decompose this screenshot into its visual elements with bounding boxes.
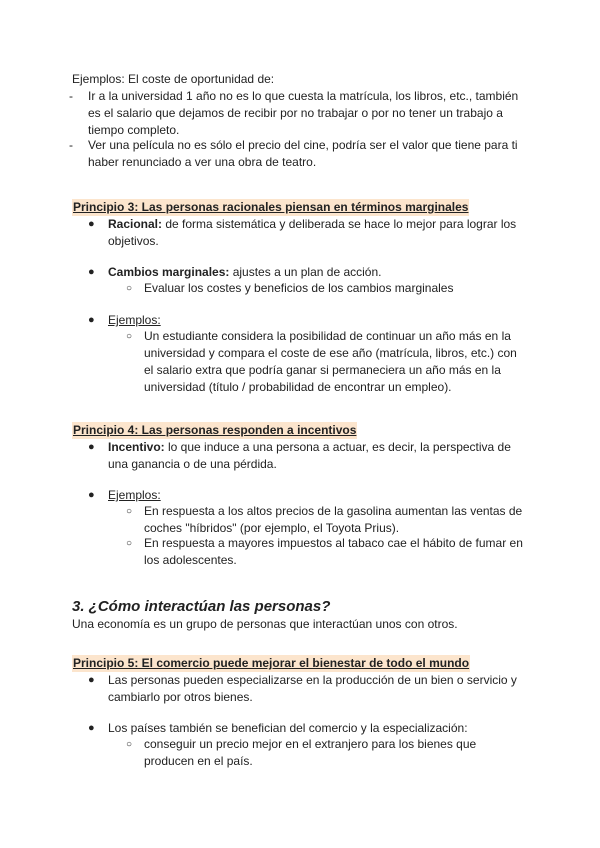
- section-3-title: 3. ¿Cómo interactúan las personas?: [72, 598, 331, 615]
- circle-marker: ○: [126, 283, 133, 294]
- paises-sub-text: conseguir un precio mejor en el extranjero para los bienes que producen en el país.: [144, 737, 477, 768]
- intro-item-text: Ver una película no es sólo el precio del cine, podría ser el valor que tiene para ti haber renunciado a ver una obra de teatro.: [88, 138, 518, 169]
- ejemplos-subitem: [126, 503, 528, 537]
- incentivo-item: [88, 439, 528, 473]
- ejemplos-label: Ejemplos:: [108, 488, 161, 502]
- ejemplos-item: [88, 312, 528, 329]
- racional-item: [88, 216, 528, 250]
- circle-marker: ○: [126, 331, 133, 342]
- principio-3-heading: Principio 3: Las personas racionales piensan en términos marginales: [73, 200, 469, 214]
- paises-subitem: [126, 736, 528, 770]
- paises-text: Los países también se benefician del comercio y la especialización:: [108, 721, 468, 735]
- ejemplos-item: [88, 487, 528, 504]
- cambios-sub-text: Evaluar los costes y beneficios de los cambios marginales: [144, 281, 454, 295]
- intro-label: Ejemplos: El coste de oportunidad de:: [72, 72, 275, 86]
- cambios-text: ajustes a un plan de acción.: [229, 265, 382, 279]
- bullet-marker: ●: [88, 722, 95, 734]
- especializacion-text: Las personas pueden especializarse en la producción de un bien o servicio y cambiarlo por otros bienes.: [108, 673, 517, 704]
- incentivo-text: lo que induce a una persona a actuar, es decir, la perspectiva de una ganancia o de una pérdida.: [108, 440, 511, 471]
- intro-item-text: Ir a la universidad 1 año no es lo que cuesta la matrícula, los libros, etc., también es el salario que dejamos de recibir por no trabajar o por no tener un trabajo a tiempo completo.: [88, 89, 519, 137]
- bullet-marker: ●: [88, 314, 95, 326]
- especializacion-item: [88, 672, 528, 706]
- intro-item-2: [69, 137, 528, 171]
- paises-item: [88, 720, 528, 737]
- ejemplos-sub-text: En respuesta a los altos precios de la gasolina aumentan las ventas de coches "híbridos" (por ejemplo, el Toyota Prius).: [144, 504, 523, 535]
- ejemplos-sub-text: En respuesta a mayores impuestos al tabaco cae el hábito de fumar en los adolescentes.: [144, 536, 523, 567]
- cambios-item: [88, 264, 528, 281]
- circle-marker: ○: [126, 538, 133, 549]
- ejemplos-subitem: [126, 328, 528, 396]
- circle-marker: ○: [126, 739, 133, 750]
- bullet-marker: ●: [88, 218, 95, 230]
- bullet-marker: ●: [88, 674, 95, 686]
- cambios-subitem: [126, 280, 528, 297]
- dash-marker: -: [69, 138, 73, 152]
- ejemplos-label: Ejemplos:: [108, 313, 161, 327]
- cambios-term: Cambios marginales:: [108, 265, 230, 279]
- incentivo-term: Incentivo:: [108, 440, 165, 454]
- ejemplos-subitem: [126, 535, 528, 569]
- bullet-marker: ●: [88, 489, 95, 501]
- circle-marker: ○: [126, 506, 133, 517]
- principio-5-heading: Principio 5: El comercio puede mejorar el bienestar de todo el mundo: [73, 656, 470, 670]
- section-3-description: Una economía es un grupo de personas que interactúan unos con otros.: [72, 617, 458, 631]
- principio-4-heading: Principio 4: Las personas responden a incentivos: [73, 423, 357, 437]
- dash-marker: -: [69, 89, 73, 103]
- intro-item-1: [69, 88, 528, 139]
- bullet-marker: ●: [88, 266, 95, 278]
- racional-text: de forma sistemática y deliberada se hace lo mejor para lograr los objetivos.: [108, 217, 517, 248]
- racional-term: Racional:: [108, 217, 163, 231]
- bullet-marker: ●: [88, 441, 95, 453]
- ejemplos-sub-text: Un estudiante considera la posibilidad de continuar un año más en la universidad y compara el coste de ese año (matrícula, libros, etc.) con el salario extra que podría ganar si permaneciera un año más en la universidad (título / probabilidad de encontrar un empleo).: [144, 329, 517, 394]
